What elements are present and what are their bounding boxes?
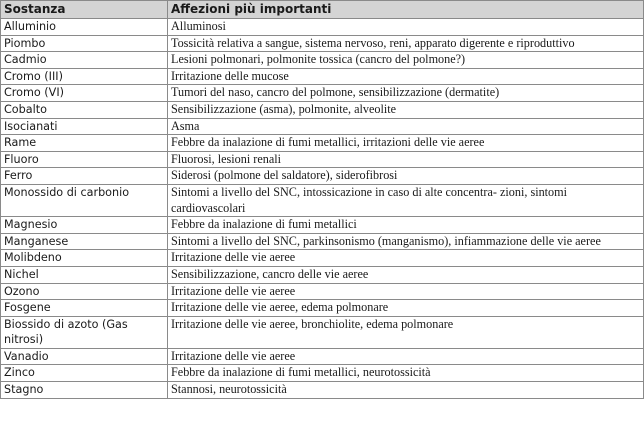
effects-cell: Lesioni polmonari, polmonite tossica (cancro del polmone?) — [168, 52, 644, 69]
effects-cell: Irritazione delle vie aeree, bronchiolite, edema polmonare — [168, 316, 644, 348]
effects-cell: Irritazione delle vie aeree, edema polmonare — [168, 300, 644, 317]
substance-cell: Zinco — [1, 365, 168, 382]
table-header-row — [1, 1, 644, 19]
table-row — [1, 101, 644, 118]
table-row — [1, 52, 644, 69]
table-row — [1, 348, 644, 365]
effects-cell: Asma — [168, 118, 644, 135]
effects-cell: Sintomi a livello del SNC, intossicazione in caso di alte concentra- zioni, sintomi cardiovascolari — [168, 184, 644, 216]
effects-cell: Febbre da inalazione di fumi metallici — [168, 217, 644, 234]
effects-cell: Irritazione delle mucose — [168, 68, 644, 85]
substance-cell: Cobalto — [1, 101, 168, 118]
table-row — [1, 68, 644, 85]
substance-cell: Manganese — [1, 233, 168, 250]
substance-cell: Ozono — [1, 283, 168, 300]
table-row — [1, 151, 644, 168]
effects-cell: Irritazione delle vie aeree — [168, 283, 644, 300]
effects-cell: Sensibilizzazione, cancro delle vie aeree — [168, 266, 644, 283]
table-row — [1, 250, 644, 267]
substance-cell: Magnesio — [1, 217, 168, 234]
substance-cell: Nichel — [1, 266, 168, 283]
substance-cell: Monossido di carbonio — [1, 184, 168, 216]
substance-cell: Stagno — [1, 382, 168, 399]
effects-cell: Febbre da inalazione di fumi metallici, irritazioni delle vie aeree — [168, 135, 644, 152]
substance-cell: Alluminio — [1, 19, 168, 36]
effects-cell: Sensibilizzazione (asma), polmonite, alveolite — [168, 101, 644, 118]
header-substance: Sostanza — [1, 1, 168, 19]
table-row — [1, 135, 644, 152]
table-row — [1, 365, 644, 382]
table-row — [1, 283, 644, 300]
effects-cell: Tossicità relativa a sangue, sistema nervoso, reni, apparato digerente e riproduttivo — [168, 35, 644, 52]
effects-cell: Stannosi, neurotossicità — [168, 382, 644, 399]
table-row — [1, 300, 644, 317]
table-row — [1, 266, 644, 283]
substance-cell: Vanadio — [1, 348, 168, 365]
substance-cell: Cromo (III) — [1, 68, 168, 85]
substance-cell: Piombo — [1, 35, 168, 52]
substance-cell: Rame — [1, 135, 168, 152]
effects-cell: Alluminosi — [168, 19, 644, 36]
table-row — [1, 168, 644, 185]
effects-cell: Irritazione delle vie aeree — [168, 250, 644, 267]
substance-cell: Ferro — [1, 168, 168, 185]
table-row — [1, 118, 644, 135]
table-row — [1, 184, 644, 216]
table-row — [1, 233, 644, 250]
substance-cell: Isocianati — [1, 118, 168, 135]
effects-cell: Tumori del naso, cancro del polmone, sensibilizzazione (dermatite) — [168, 85, 644, 102]
effects-cell: Siderosi (polmone del saldatore), siderofibrosi — [168, 168, 644, 185]
table-row — [1, 19, 644, 36]
table-row — [1, 217, 644, 234]
substance-cell: Molibdeno — [1, 250, 168, 267]
effects-cell: Febbre da inalazione di fumi metallici, neurotossicità — [168, 365, 644, 382]
effects-cell: Fluorosi, lesioni renali — [168, 151, 644, 168]
table-row — [1, 382, 644, 399]
substance-cell: Fluoro — [1, 151, 168, 168]
substance-cell: Cromo (VI) — [1, 85, 168, 102]
table-row — [1, 35, 644, 52]
table-row — [1, 85, 644, 102]
effects-cell: Sintomi a livello del SNC, parkinsonismo (manganismo), infiammazione delle vie aeree — [168, 233, 644, 250]
header-effects: Affezioni più importanti — [168, 1, 644, 19]
substance-cell: Cadmio — [1, 52, 168, 69]
substance-cell: Fosgene — [1, 300, 168, 317]
table-row — [1, 316, 644, 348]
substance-cell: Biossido di azoto (Gas nitrosi) — [1, 316, 168, 348]
effects-cell: Irritazione delle vie aeree — [168, 348, 644, 365]
